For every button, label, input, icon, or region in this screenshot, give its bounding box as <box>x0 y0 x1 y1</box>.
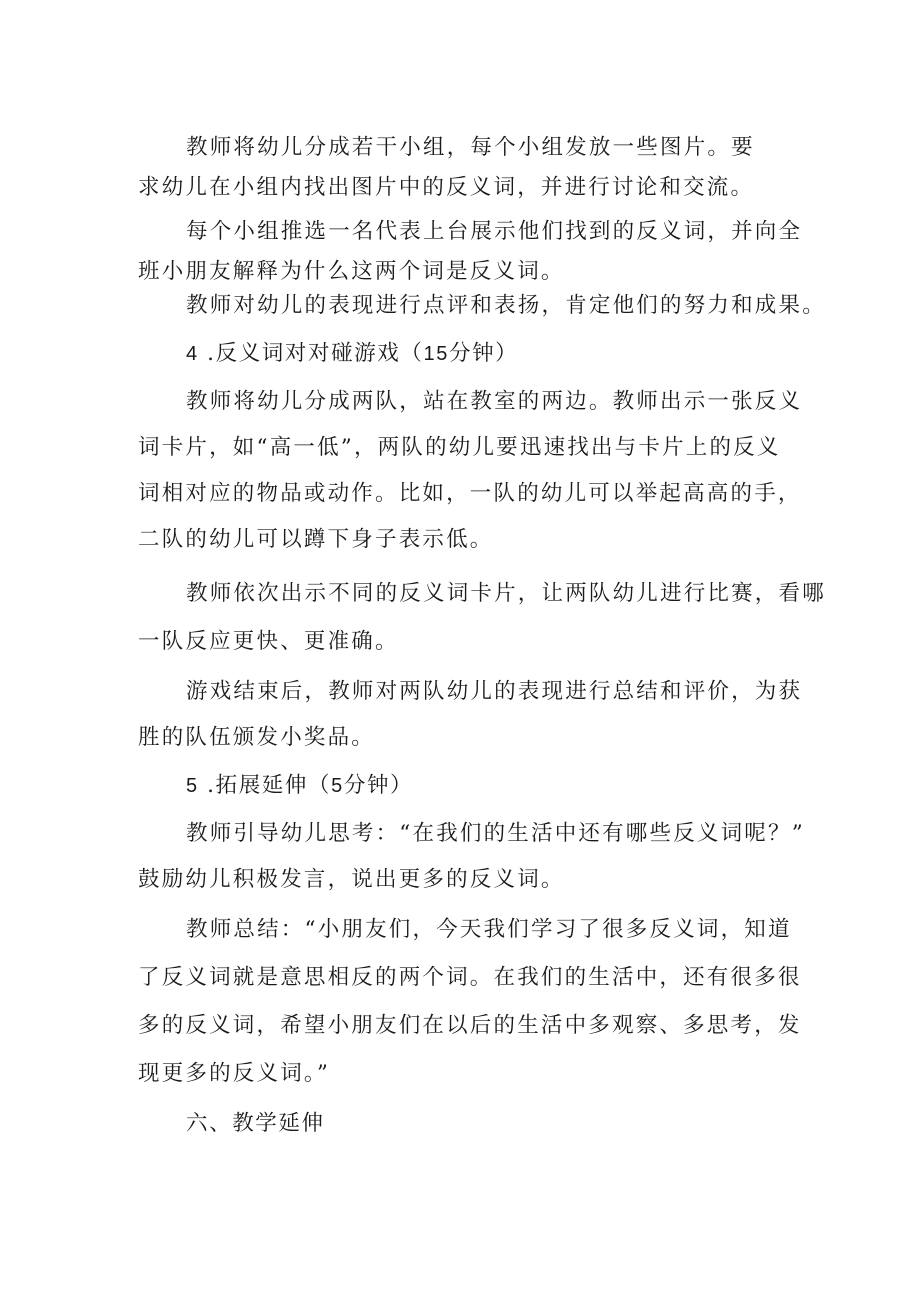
text-line: 游戏结束后，教师对两队幼儿的表现进行总结和评价，为获 <box>186 679 803 704</box>
text-line: 班小朋友解释为什么这两个词是反义词。 <box>138 259 565 284</box>
heading-number: 5 <box>186 775 199 797</box>
text-line: 现更多的反义词。” <box>138 1061 331 1086</box>
text-line: 一队反应更快、更准确。 <box>138 629 399 654</box>
heading-end: 分钟） <box>448 341 519 366</box>
text-line: 求幼儿在小组内找出图片中的反义词，并进行讨论和交流。 <box>138 175 755 200</box>
paragraph-group-exercise <box>138 128 798 208</box>
text-line: 胜的队伍颁发小奖品。 <box>138 725 376 750</box>
text-line: 多的反义词，希望小朋友们在以后的生活中多观察、多思考，发 <box>138 1013 802 1038</box>
heading-title: .反义词对对碰游戏（ <box>198 341 424 366</box>
paragraph-extension-thinking <box>138 814 805 900</box>
paragraph-game-rules <box>138 382 803 566</box>
paragraph-teacher-review <box>138 286 826 326</box>
text-line: 教师将幼儿分成若干小组，每个小组发放一些图片。要 <box>186 135 755 160</box>
text-line: 词卡片，如“高一低”，两队的幼儿要迅速找出与卡片上的反义 <box>138 435 781 460</box>
text-line: 教师依次出示不同的反义词卡片，让两队幼儿进行比赛，看哪 <box>186 581 826 606</box>
text-line: 二队的幼儿可以蹲下身子表示低。 <box>138 527 494 552</box>
text-line: 教师引导幼儿思考：“在我们的生活中还有哪些反义词呢？” <box>186 821 805 846</box>
paragraph-group-presentation <box>138 212 803 292</box>
text-line: 鼓励幼儿积极发言，说出更多的反义词。 <box>138 867 565 892</box>
text-line: 每个小组推选一名代表上台展示他们找到的反义词，并向全 <box>186 219 803 244</box>
heading-end: 分钟） <box>343 773 414 798</box>
text-line: 词相对应的物品或动作。比如，一队的幼儿可以举起高高的手， <box>138 481 802 506</box>
text-line: 教师总结：“小朋友们，今天我们学习了很多反义词，知道 <box>186 917 792 942</box>
heading-number: 4 <box>186 343 199 365</box>
section-heading-6: 六、教学延伸 <box>186 1111 325 1136</box>
section-heading-4 <box>186 334 518 374</box>
paragraph-game-competition <box>138 574 826 662</box>
text-line: 教师对幼儿的表现进行点评和表扬，肯定他们的努力和成果。 <box>186 293 826 318</box>
section-heading-5 <box>186 766 413 806</box>
heading-title: .拓展延伸（ <box>198 773 332 798</box>
heading-duration: 5 <box>331 775 344 797</box>
text-line: 了反义词就是意思相反的两个词。在我们的生活中，还有很多很 <box>138 965 802 990</box>
text-line: 教师将幼儿分成两队，站在教室的两边。教师出示一张反义 <box>186 389 803 414</box>
heading-duration: 15 <box>423 343 449 365</box>
paragraph-teacher-summary <box>138 910 802 1094</box>
paragraph-game-end <box>138 672 803 758</box>
